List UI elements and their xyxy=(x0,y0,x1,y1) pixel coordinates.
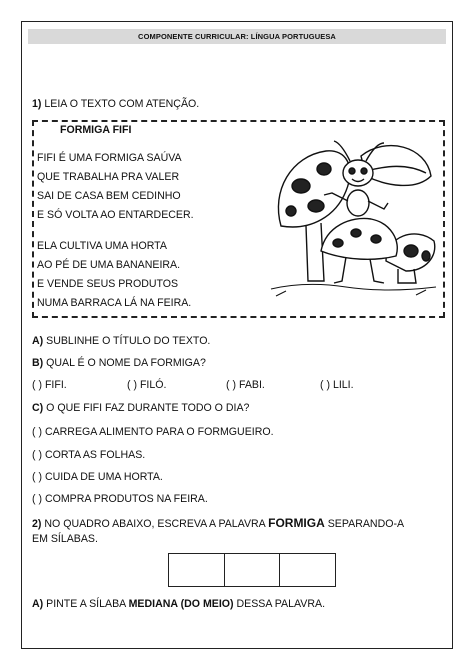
question-b xyxy=(32,357,206,370)
option-fifi[interactable]: ( ) FIFI. xyxy=(32,379,67,391)
question-a-letter: A) xyxy=(32,335,44,347)
question-a xyxy=(32,335,210,348)
question-2a-letter: A) xyxy=(32,598,44,610)
option-cuida-horta[interactable]: ( ) CUIDA DE UMA HORTA. xyxy=(32,471,163,483)
question-b-options xyxy=(32,379,382,393)
question-2-word: FORMIGA xyxy=(268,516,325,530)
option-carrega-alimento[interactable]: ( ) CARREGA ALIMENTO PARA O FORMGUEIRO. xyxy=(32,426,274,438)
option-compra-produtos[interactable]: ( ) COMPRA PRODUTOS NA FEIRA. xyxy=(32,493,208,505)
option-filo[interactable]: ( ) FILÓ. xyxy=(127,379,167,391)
question-c-text: O QUE FIFI FAZ DURANTE TODO O DIA? xyxy=(46,402,250,414)
question-2a-emphasis: MEDIANA (DO MEIO) xyxy=(128,598,234,610)
question-1-text: LEIA O TEXTO COM ATENÇÃO. xyxy=(44,98,200,110)
syllable-box[interactable] xyxy=(169,554,225,586)
poem-line: QUE TRABALHA PRA VALER xyxy=(37,171,180,183)
poem-line: FIFI É UMA FORMIGA SAÚVA xyxy=(37,152,182,164)
syllable-box[interactable] xyxy=(225,554,281,586)
poem-line: E SÓ VOLTA AO ENTARDECER. xyxy=(37,209,194,221)
question-2-text: NO QUADRO ABAIXO, ESCREVA A PALAVRA xyxy=(44,518,266,530)
option-lili[interactable]: ( ) LILI. xyxy=(320,379,354,391)
syllable-box[interactable] xyxy=(280,554,335,586)
question-1 xyxy=(32,98,199,111)
question-2-text-after: SEPARANDO-A xyxy=(327,518,405,530)
poem-line: E VENDE SEUS PRODUTOS xyxy=(37,278,179,290)
question-b-text: QUAL É O NOME DA FORMIGA? xyxy=(46,357,206,369)
question-2a-text-after: DESSA PALAVRA. xyxy=(236,598,326,610)
question-2-line-2: EM SÍLABAS. xyxy=(32,533,98,545)
option-corta-folhas[interactable]: ( ) CORTA AS FOLHAS. xyxy=(32,449,146,461)
poem-title: FORMIGA FIFI xyxy=(60,124,132,136)
question-2-number: 2) xyxy=(32,518,42,530)
poem-line: SAI DE CASA BEM CEDINHO xyxy=(37,190,181,202)
ant-illustration xyxy=(266,131,441,301)
syllable-grid xyxy=(168,553,336,587)
question-1-number: 1) xyxy=(32,98,42,110)
question-2a xyxy=(32,598,325,611)
question-c-letter: C) xyxy=(32,402,44,414)
question-b-letter: B) xyxy=(32,357,44,369)
question-a-text: SUBLINHE O TÍTULO DO TEXTO. xyxy=(46,335,211,347)
question-c xyxy=(32,402,249,415)
option-fabi[interactable]: ( ) FABI. xyxy=(226,379,265,391)
poem-line: ELA CULTIVA UMA HORTA xyxy=(37,240,167,252)
poem-line: AO PÉ DE UMA BANANEIRA. xyxy=(37,259,181,271)
page-header: COMPONENTE CURRICULAR: LÍNGUA PORTUGUESA xyxy=(28,29,446,44)
question-2a-text: PINTE A SÍLABA xyxy=(46,598,126,610)
question-2 xyxy=(32,517,404,531)
poem-line: NUMA BARRACA LÁ NA FEIRA. xyxy=(37,297,192,309)
